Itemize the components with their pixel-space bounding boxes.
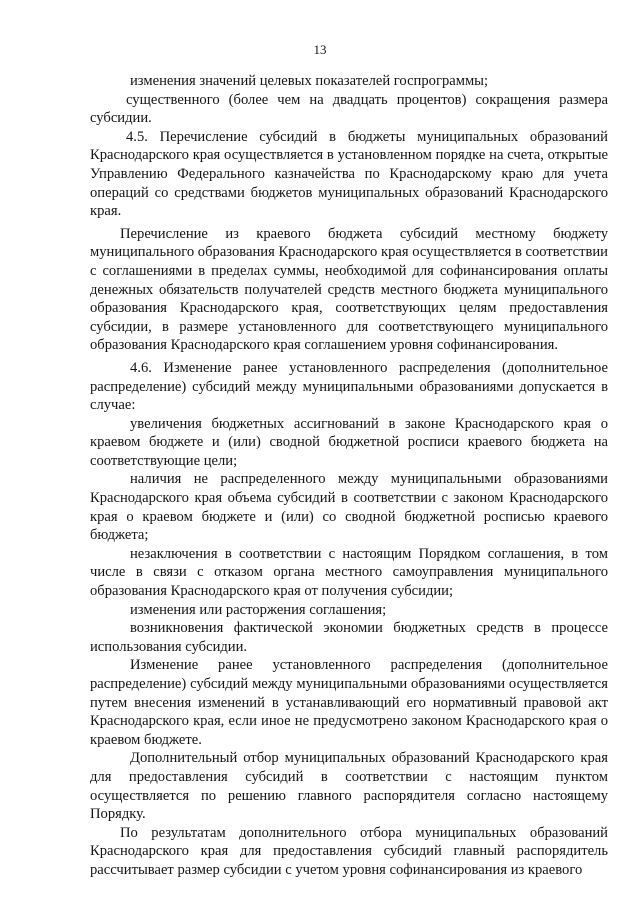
paragraph-undistributed-volume: наличия не распределенного между муниципальными образованиями Краснодарского края объема субсидий в соответствии с законом Краснодарского края о краевом бюджете и (или) со сводной бюджетной росписью краевого бюджета; — [90, 471, 608, 544]
paragraph-target-indicators: изменения значений целевых показателей госпрограммы; — [130, 73, 489, 89]
page-number: 13 — [313, 42, 327, 57]
paragraph-selection-results: По результатам дополнительного отбора муниципальных образований Краснодарского края для предоставления субсидий главный распорядитель рассчитывает размер субсидии с учетом уровня софинансирования из краевого — [90, 824, 608, 878]
document-body — [90, 72, 608, 880]
paragraph-savings: возникновения фактической экономии бюджетных средств в процессе использования субсидии. — [90, 620, 608, 655]
paragraph-4-5: 4.5. Перечисление субсидий в бюджеты муниципальных образований Краснодарского края осуществляется в установленном порядке на счета, открытые Управлению Федерального казначейства по Краснодарскому краю для учета операций со средствами бюджетов муниципальных образований Краснодарского края. — [90, 128, 608, 220]
paragraph-allocation-increase: увеличения бюджетных ассигнований в законе Краснодарского края о краевом бюджете и (или) сводной бюджетной росписи краевого бюджета на соответствующие цели; — [90, 415, 608, 469]
paragraph-transfer: Перечисление из краевого бюджета субсидий местному бюджету муниципального образования Краснодарского края осуществляется в соответствии с соглашениями в пределах суммы, необходимой для софинансирования оплаты денежных обязательств получателей средств местного бюджета муниципального образования Краснодарского края, соответствующих целям предоставления субсидии, в размере установленного для соответствующего муниципального образования Краснодарского края соглашением уровня софинансирования. — [90, 225, 608, 354]
paragraph-4-6: 4.6. Изменение ранее установленного распределения (дополнительное распределение) субсидий между муниципальными образованиями допускается в случае: — [90, 359, 608, 414]
paragraph-agreement-change: изменения или расторжения соглашения; — [130, 601, 387, 618]
paragraph-non-conclusion: незаключения в соответствии с настоящим Порядком соглашения, в том числе в связи с отказом органа местного самоуправления муниципального образования Краснодарского края от получения субсидии; — [90, 545, 608, 600]
paragraph-additional-selection: Дополнительный отбор муниципальных образований Краснодарского края для предоставления субсидий в соответствии с настоящим пунктом осуществляется по решению главного распорядителя согласно настоящему Порядку. — [90, 750, 608, 823]
paragraph-redistribution: Изменение ранее установленного распределения (дополнительное распределение) субсидий между муниципальными образованиями осуществляется путем внесения изменений в устанавливающий его нормативный правовой акт Краснодарского края, если иное не предусмотрено законом Краснодарского края о краевом бюджете. — [90, 657, 608, 748]
paragraph-subsidy-reduction: существенного (более чем на двадцать процентов) сокращения размера субсидии. — [90, 91, 608, 127]
